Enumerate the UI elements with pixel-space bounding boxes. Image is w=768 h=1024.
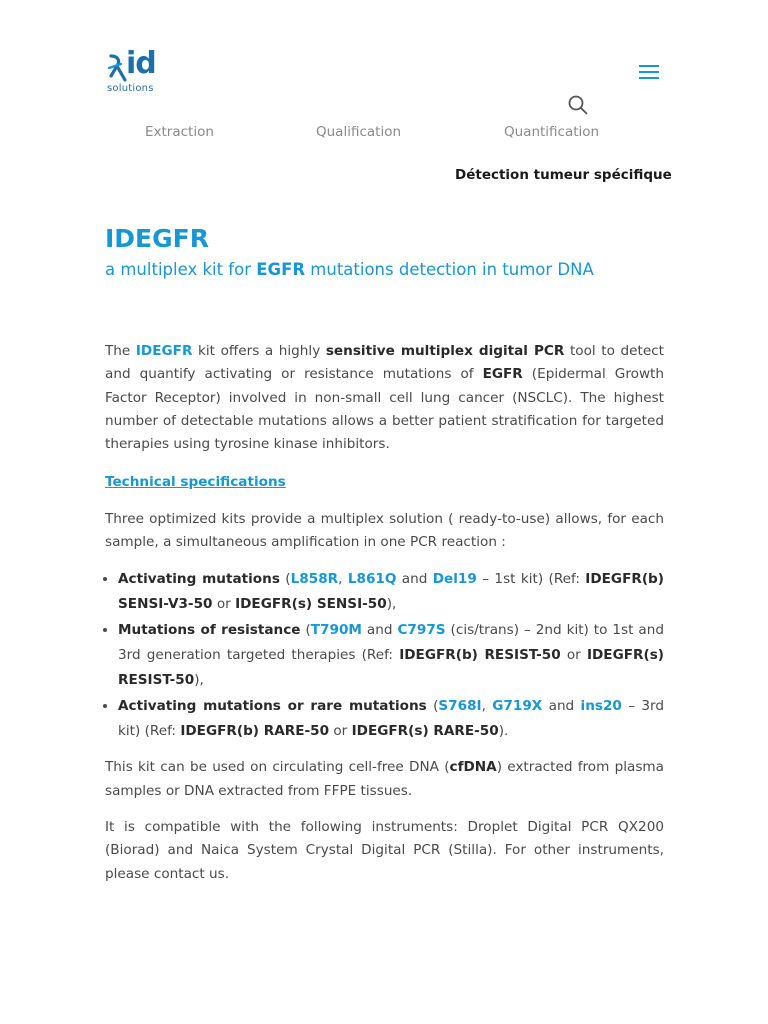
search-icon[interactable] xyxy=(567,94,589,116)
reference-code: IDEGFR(b) RESIST-50 xyxy=(399,647,561,664)
bullet-text: , xyxy=(338,571,348,588)
page-title: IDEGFR xyxy=(105,224,209,253)
bullet-text: and xyxy=(396,571,433,588)
logo-subtext: solutions xyxy=(107,83,154,94)
bullet-text: ( xyxy=(426,698,439,715)
subtitle-post: mutations detection in tumor DNA xyxy=(305,260,594,279)
list-item xyxy=(118,618,664,693)
subtitle-bold: EGFR xyxy=(256,260,306,279)
intro-text: tool to detect and quantify activating or resistance mutations of xyxy=(105,343,665,383)
mutation-link[interactable]: L861Q xyxy=(347,571,397,588)
bullet-text: and xyxy=(361,622,398,639)
page-subtitle xyxy=(105,260,594,279)
nav-item-qualification[interactable]: Qualification xyxy=(316,124,402,140)
kits-intro-paragraph: Three optimized kits provide a multiplex solution ( ready-to-use) allows, for each sample, a simultaneous amplification in one PCR reaction : xyxy=(105,510,664,551)
bullet-text: or xyxy=(560,647,587,664)
logo[interactable] xyxy=(107,46,163,96)
usage-paragraph xyxy=(105,756,664,803)
bullet-text: (cis/trans) – 2nd kit) to 1st and 3rd generation targeted therapies (Ref: xyxy=(118,622,664,664)
bullet-text: ). xyxy=(498,723,509,740)
bullet-text: and xyxy=(542,698,581,715)
bullet-lead: Activating mutations or rare mutations xyxy=(118,698,427,715)
bullet-text: – 1st kit) (Ref: xyxy=(476,571,586,588)
reference-code: IDEGFR(s) RESIST-50 xyxy=(118,647,664,689)
bullet-text: – 3rd kit) (Ref: xyxy=(118,698,664,740)
reference-code: IDEGFR(b) RARE-50 xyxy=(180,723,330,740)
bullet-text: ( xyxy=(300,622,311,639)
nav-item-quantification[interactable]: Quantification xyxy=(504,124,600,140)
usage-text: This kit can be used on circulating cell-free DNA ( xyxy=(105,759,450,776)
bullet-text: or xyxy=(329,723,352,740)
main-nav xyxy=(0,124,768,183)
mutation-link[interactable]: G719X xyxy=(492,698,543,715)
bullet-text: or xyxy=(212,596,236,613)
usage-text: ) extracted from plasma samples or DNA extracted from FFPE tissues. xyxy=(105,759,664,799)
mutation-link[interactable]: L858R xyxy=(290,571,339,588)
intro-paragraph xyxy=(105,340,664,456)
bullet-text: ), xyxy=(386,596,397,613)
technical-specifications-link[interactable]: Technical specifications xyxy=(105,474,286,491)
mutation-link[interactable]: S768I xyxy=(438,698,482,715)
bullet-text: , xyxy=(481,698,493,715)
intro-egfr: EGFR xyxy=(482,366,523,383)
reference-code: IDEGFR(s) RARE-50 xyxy=(351,723,499,740)
nav-item-detection-tumeur[interactable]: Détection tumeur spécifique xyxy=(455,167,672,183)
intro-text: The xyxy=(105,343,136,359)
hamburger-menu-icon[interactable] xyxy=(638,63,660,81)
list-item xyxy=(118,694,664,744)
kits-list xyxy=(105,567,664,744)
intro-product-name: IDEGFR xyxy=(135,343,193,359)
intro-emphasis: sensitive multiplex digital PCR xyxy=(325,343,565,359)
logo-wordmark: id xyxy=(126,46,156,81)
intro-text: kit offers a highly xyxy=(192,343,326,359)
product-description xyxy=(105,340,664,899)
usage-cfdna: cfDNA xyxy=(449,759,497,776)
reference-code: IDEGFR(s) SENSI-50 xyxy=(235,596,387,613)
mutation-link[interactable]: C797S xyxy=(397,622,446,639)
bullet-text: ), xyxy=(194,672,204,689)
list-item xyxy=(118,567,664,617)
mutation-link[interactable]: Del19 xyxy=(432,571,477,588)
compatibility-paragraph: It is compatible with the following instruments: Droplet Digital PCR QX200 (Biorad) and Naica System Crystal Digital PCR (Stilla). For other instruments, please contact us. xyxy=(105,818,664,882)
reference-code: IDEGFR(b) SENSI-V3-50 xyxy=(118,571,664,613)
bullet-lead: Activating mutations xyxy=(118,571,280,588)
subtitle-pre: a multiplex kit for xyxy=(105,260,257,279)
nav-item-extraction[interactable]: Extraction xyxy=(145,124,214,140)
mutation-link[interactable]: ins20 xyxy=(580,698,622,715)
bullet-lead: Mutations of resistance xyxy=(118,622,301,639)
bullet-text: ( xyxy=(279,571,291,588)
intro-text: (Epidermal Growth Factor Receptor) involved in non-small cell lung cancer (NSCLC). The highest number of detectable mutations allows a better patient stratification for targeted therapies using tyrosine kinase inhibitors. xyxy=(105,366,665,453)
mutation-link[interactable]: T790M xyxy=(310,622,362,639)
